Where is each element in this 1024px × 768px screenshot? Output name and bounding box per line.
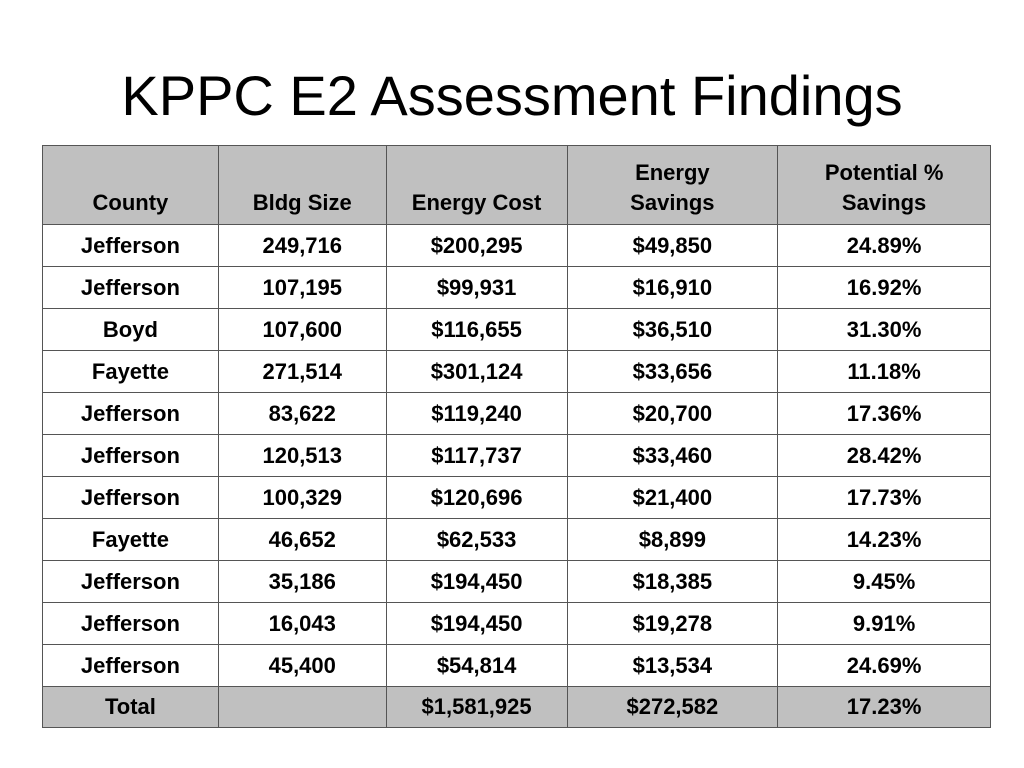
cell-bldg-size: 271,514 (218, 351, 386, 393)
cell-energy-savings: $19,278 (567, 603, 778, 645)
cell-bldg-size: 120,513 (218, 435, 386, 477)
cell-energy-savings: $33,460 (567, 435, 778, 477)
cell-bldg-size: 107,195 (218, 267, 386, 309)
cell-energy-cost: $119,240 (386, 393, 567, 435)
cell-potential-savings: 9.91% (778, 603, 991, 645)
cell-county: Fayette (43, 519, 219, 561)
table-header (43, 146, 991, 225)
header-energy-cost-label: Energy Cost (411, 190, 542, 215)
cell-potential-savings: 31.30% (778, 309, 991, 351)
cell-energy-cost: $301,124 (386, 351, 567, 393)
cell-energy-cost: $200,295 (386, 225, 567, 267)
cell-energy-savings: $8,899 (567, 519, 778, 561)
total-bldg-size (218, 687, 386, 728)
cell-county: Jefferson (43, 225, 219, 267)
table-row (43, 435, 991, 477)
cell-energy-savings: $49,850 (567, 225, 778, 267)
cell-county: Jefferson (43, 603, 219, 645)
cell-energy-savings: $13,534 (567, 645, 778, 687)
cell-potential-savings: 24.69% (778, 645, 991, 687)
cell-energy-cost: $117,737 (386, 435, 567, 477)
cell-county: Jefferson (43, 393, 219, 435)
cell-county: Jefferson (43, 435, 219, 477)
cell-energy-savings: $33,656 (567, 351, 778, 393)
cell-bldg-size: 83,622 (218, 393, 386, 435)
cell-county: Boyd (43, 309, 219, 351)
table-row (43, 477, 991, 519)
cell-county: Jefferson (43, 267, 219, 309)
cell-county: Jefferson (43, 561, 219, 603)
header-energy-cost (386, 146, 567, 225)
table-row (43, 393, 991, 435)
header-bldg-size-label: Bldg Size (252, 190, 352, 215)
cell-potential-savings: 17.73% (778, 477, 991, 519)
cell-energy-cost: $194,450 (386, 561, 567, 603)
header-row (43, 146, 991, 225)
table-row (43, 309, 991, 351)
cell-potential-savings: 14.23% (778, 519, 991, 561)
assessment-findings-table (42, 145, 991, 728)
header-potential-savings-line1: Potential % (824, 160, 944, 185)
table-row (43, 645, 991, 687)
cell-energy-cost: $120,696 (386, 477, 567, 519)
cell-energy-savings: $18,385 (567, 561, 778, 603)
cell-potential-savings: 28.42% (778, 435, 991, 477)
cell-energy-cost: $99,931 (386, 267, 567, 309)
cell-energy-cost: $62,533 (386, 519, 567, 561)
cell-energy-savings: $36,510 (567, 309, 778, 351)
cell-potential-savings: 16.92% (778, 267, 991, 309)
cell-county: Jefferson (43, 477, 219, 519)
total-label: Total (43, 687, 219, 728)
table-row (43, 603, 991, 645)
table-row (43, 519, 991, 561)
total-energy-savings: $272,582 (567, 687, 778, 728)
header-bldg-size (218, 146, 386, 225)
table-row (43, 225, 991, 267)
cell-bldg-size: 100,329 (218, 477, 386, 519)
cell-potential-savings: 9.45% (778, 561, 991, 603)
cell-bldg-size: 249,716 (218, 225, 386, 267)
table-footer (43, 687, 991, 728)
cell-bldg-size: 16,043 (218, 603, 386, 645)
cell-bldg-size: 45,400 (218, 645, 386, 687)
cell-energy-cost: $116,655 (386, 309, 567, 351)
cell-potential-savings: 11.18% (778, 351, 991, 393)
total-row (43, 687, 991, 728)
cell-bldg-size: 107,600 (218, 309, 386, 351)
cell-county: Jefferson (43, 645, 219, 687)
header-county-label: County (92, 190, 169, 215)
table-row (43, 267, 991, 309)
header-county (43, 146, 219, 225)
total-energy-cost: $1,581,925 (386, 687, 567, 728)
header-energy-savings-line2: Savings (630, 190, 715, 215)
header-energy-savings-line1: Energy (635, 160, 710, 185)
total-potential-savings: 17.23% (778, 687, 991, 728)
header-potential-savings (778, 146, 991, 225)
table-row (43, 351, 991, 393)
table-row (43, 561, 991, 603)
cell-energy-savings: $16,910 (567, 267, 778, 309)
cell-energy-savings: $21,400 (567, 477, 778, 519)
cell-potential-savings: 24.89% (778, 225, 991, 267)
header-energy-savings (567, 146, 778, 225)
cell-potential-savings: 17.36% (778, 393, 991, 435)
cell-county: Fayette (43, 351, 219, 393)
header-potential-savings-line2: Savings (841, 190, 927, 215)
cell-energy-savings: $20,700 (567, 393, 778, 435)
cell-energy-cost: $194,450 (386, 603, 567, 645)
table-body (43, 225, 991, 687)
slide-title: KPPC E2 Assessment Findings (121, 64, 903, 127)
cell-bldg-size: 46,652 (218, 519, 386, 561)
cell-energy-cost: $54,814 (386, 645, 567, 687)
cell-bldg-size: 35,186 (218, 561, 386, 603)
